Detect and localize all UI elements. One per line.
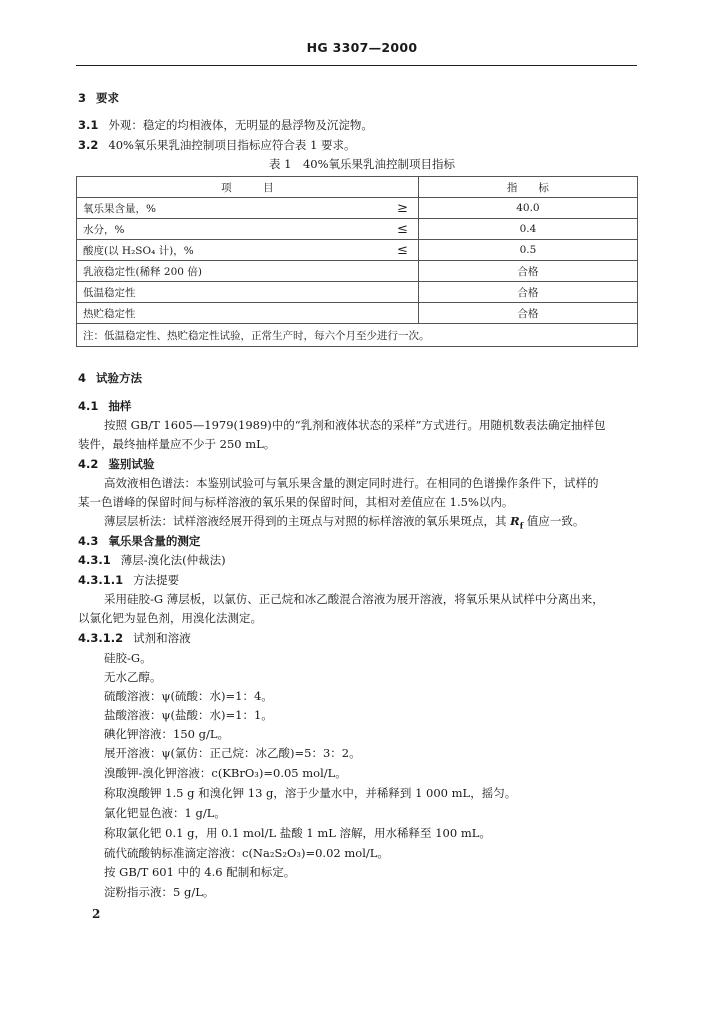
row-symbol	[344, 303, 418, 324]
reagent-line: 无水乙醇。	[104, 670, 162, 684]
section-number: 3	[78, 91, 87, 105]
clause-number: 4.3.1.1	[78, 573, 124, 587]
row-item: 乳液稳定性(稀释 200 倍)	[77, 261, 345, 282]
row-value: 0.4	[418, 219, 637, 240]
paragraph-line: 某一色谱峰的保留时间与标样溶液的氧乐果的保留时间，其相对差值应在 1.5%以内。	[78, 495, 514, 509]
clause-title: 试剂和溶液	[133, 631, 191, 645]
paragraph-line: 以氯化钯为显色剂，用溴化法测定。	[78, 611, 262, 625]
reagent-line: 硫酸溶液：ψ(硫酸：水)=1：4。	[104, 689, 273, 703]
clause-3-2	[78, 137, 356, 153]
clause-number: 4.2	[78, 457, 99, 471]
clause-number: 4.1	[78, 399, 99, 413]
reagent-line: 称取氯化钯 0.1 g，用 0.1 mol/L 盐酸 1 mL 溶解，用水稀释至 100 mL。	[104, 826, 491, 840]
clause-number: 3.2	[78, 138, 99, 152]
paragraph-line: 装件，最终抽样量应不少于 250 mL。	[78, 437, 276, 451]
section-title: 试验方法	[96, 371, 143, 385]
reagent-line: 展开溶液：ψ(氯仿：正己烷：冰乙酸)=5：3：2。	[104, 746, 361, 760]
row-symbol	[344, 282, 418, 303]
reagent-line: 溴酸钾-溴化钾溶液：c(KBrO₃)=0.05 mol/L。	[104, 766, 347, 780]
clause-title: 氧乐果含量的测定	[108, 534, 201, 548]
clause-title: 薄层-溴化法(仲裁法)	[120, 553, 226, 567]
column-header-item: 项 目	[77, 177, 419, 198]
row-value: 合格	[418, 282, 637, 303]
column-header-value: 指 标	[418, 177, 637, 198]
header-rule	[76, 65, 637, 66]
table-header-row	[77, 177, 638, 198]
reagent-line: 按 GB/T 601 中的 4.6 配制和标定。	[104, 865, 296, 879]
row-item: 水分，%	[77, 219, 345, 240]
row-item: 低温稳定性	[77, 282, 345, 303]
clause-text: 40%氧乐果乳油控制项目指标应符合表 1 要求。	[108, 138, 356, 152]
clause-4-3-heading	[78, 533, 200, 549]
table-note-row	[77, 324, 638, 347]
document-code-header: HG 3307—2000	[306, 40, 418, 55]
page-number: 2	[92, 907, 101, 921]
paragraph-line: 高效液相色谱法：本鉴别试验可与氧乐果含量的测定同时进行。在相同的色谱操作条件下，试样的	[104, 476, 599, 490]
clause-text: 外观：稳定的均相液体，无明显的悬浮物及沉淀物。	[108, 118, 373, 132]
row-value: 合格	[418, 303, 637, 324]
row-value: 合格	[418, 261, 637, 282]
reagent-line: 称取溴酸钾 1.5 g 和溴化钾 13 g，溶于少量水中，并稀释到 1 000 mL，摇匀。	[104, 786, 517, 800]
row-item: 氧乐果含量，%	[77, 198, 345, 219]
clause-4-3-1-1-heading	[78, 572, 179, 588]
clause-title: 方法提要	[133, 573, 180, 587]
row-value: 0.5	[418, 240, 637, 261]
row-symbol	[344, 261, 418, 282]
clause-4-3-1-2-heading	[78, 630, 191, 646]
table-row	[77, 219, 638, 240]
reagent-line: 硫代硫酸钠标准滴定溶液：c(Na₂S₂O₃)=0.02 mol/L。	[104, 846, 389, 860]
reagent-line: 碘化钾溶液：150 g/L。	[104, 727, 229, 741]
clause-number: 4.3.1	[78, 553, 111, 567]
clause-4-2-heading	[78, 456, 154, 472]
rf-symbol: R	[510, 514, 520, 528]
section-number: 4	[78, 371, 87, 385]
table-row	[77, 282, 638, 303]
clause-3-1	[78, 117, 373, 133]
section-4-heading	[78, 370, 142, 386]
paragraph-line: 按照 GB/T 1605—1979(1989)中的“乳剂和液体状态的采样”方式进行。用随机数表法确定抽样包	[104, 418, 606, 432]
table-caption: 表 1 40%氧乐果乳油控制项目指标	[268, 157, 456, 171]
reagent-line: 氯化钯显色液：1 g/L。	[104, 806, 226, 820]
table-row	[77, 303, 638, 324]
paragraph-line	[104, 513, 584, 533]
row-symbol: ≤	[344, 240, 418, 261]
rf-subscript: f	[519, 520, 524, 531]
reagent-line: 淀粉指示液：5 g/L。	[104, 885, 215, 899]
table-note: 注：低温稳定性、热贮稳定性试验，正常生产时，每六个月至少进行一次。	[77, 324, 638, 347]
table-row	[77, 198, 638, 219]
paragraph-text: 薄层层析法：试样溶液经展开得到的主斑点与对照的标样溶液的氧乐果斑点，其	[104, 514, 511, 528]
row-item: 热贮稳定性	[77, 303, 345, 324]
table-row	[77, 261, 638, 282]
spec-table	[76, 176, 638, 347]
paragraph-text: 值应一致。	[523, 514, 585, 528]
clause-4-3-1-heading	[78, 552, 226, 568]
section-title: 要求	[96, 91, 120, 105]
row-item: 酸度(以 H₂SO₄ 计)，%	[77, 240, 345, 261]
reagent-line: 硅胶-G。	[104, 651, 152, 665]
row-value: 40.0	[418, 198, 637, 219]
row-symbol: ≤	[344, 219, 418, 240]
table-row	[77, 240, 638, 261]
reagent-line: 盐酸溶液：ψ(盐酸：水)=1：1。	[104, 708, 273, 722]
clause-title: 鉴别试验	[108, 457, 155, 471]
row-symbol: ≥	[344, 198, 418, 219]
clause-number: 3.1	[78, 118, 99, 132]
clause-number: 4.3	[78, 534, 99, 548]
section-3-heading	[78, 90, 119, 106]
paragraph-line: 采用硅胶-G 薄层板，以氯仿、正己烷和冰乙酸混合溶液为展开溶液，将氧乐果从试样中分离出来，	[104, 592, 604, 606]
clause-title: 抽样	[108, 399, 132, 413]
clause-4-1-heading	[78, 398, 131, 414]
clause-number: 4.3.1.2	[78, 631, 124, 645]
